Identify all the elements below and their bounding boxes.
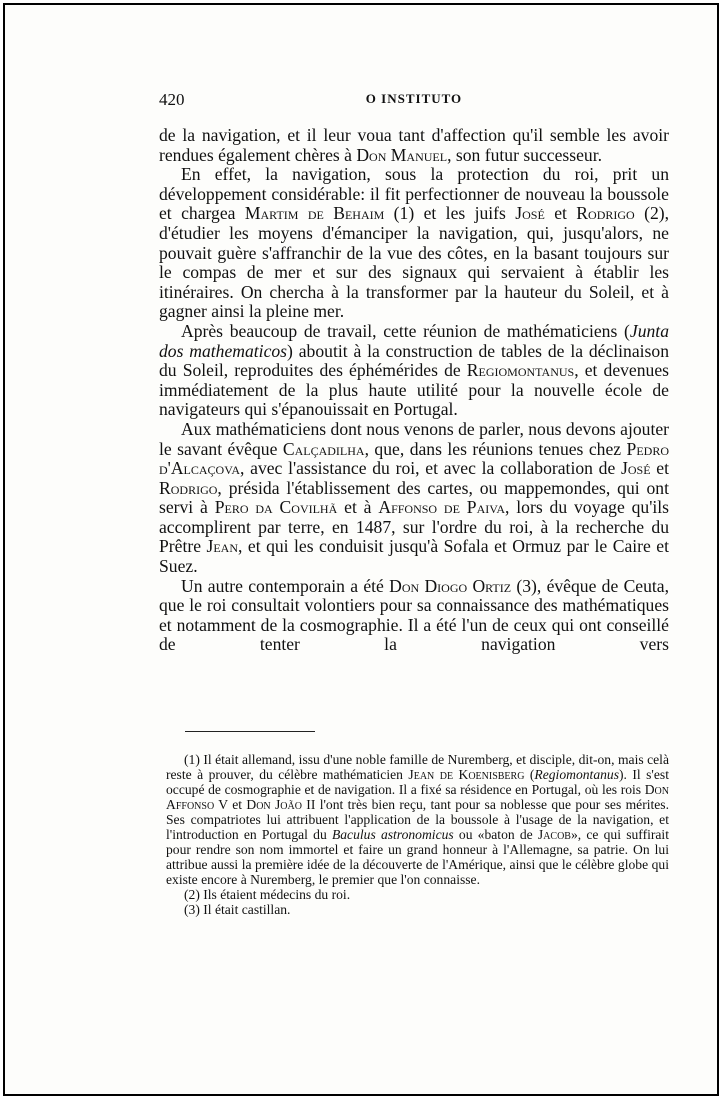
- person-name: Don Diogo Ortiz: [389, 575, 512, 596]
- text-run: (2), d'étudier les moyens d'émanciper la navigation, qui, jusqu'alors, ne pouvait guère s'affranchir de la vue des côtes, en la basant toujours sur le compas de mer et sur des signaux qui servaient à établir les itinéraires. On chercha à la transformer par la hauteur du Soleil, et à gagner ainsi la pleine mer.: [159, 203, 670, 322]
- footnote-1: [166, 752, 669, 887]
- text-run: et à: [337, 497, 379, 518]
- text-run: (1) Il était allemand, issu d'une noble famille de Nuremberg, et disciple, dit-on, mais celà reste à prouver, du célèbre mathématicien: [166, 752, 669, 782]
- person-name: Affonso de Paiva: [378, 497, 506, 518]
- text-run: Un autre contemporain a été: [181, 575, 390, 596]
- paragraph-5: [159, 577, 669, 655]
- person-name: José: [621, 458, 651, 479]
- person-name: Martim de Behaim: [244, 203, 385, 224]
- text-run: , présida l'établissement des cartes, ou mappemondes, qui ont servi à: [159, 477, 669, 518]
- paragraph-3: [159, 322, 669, 420]
- text-run: ). Il s'est occupé de cosmographie et de navigation. Il a fixé sa résidence en Portugal, où les rois: [166, 767, 669, 797]
- text-run: , son futur successeur.: [447, 144, 602, 165]
- person-name: Don Affonso: [166, 782, 669, 812]
- footnote-divider: [185, 731, 315, 732]
- text-run: II l'ont très bien reçu, tant pour sa noblesse que pour ses mérites. Ses compatriotes lui attribuent l'application de la boussole à l'usage de la navigation, et l'introduction en Portugal du: [166, 797, 669, 842]
- paragraph-2: [159, 165, 669, 322]
- person-name: Regiomontanus: [466, 360, 575, 381]
- text-run: et: [650, 458, 669, 479]
- running-head: [159, 90, 669, 114]
- person-name: Don Manuel: [356, 144, 448, 165]
- text-run: Après beaucoup de travail, cette réunion de mathématiciens (: [181, 320, 630, 341]
- text-run: , lors du voyage qu'ils accomplirent par terre, en 1487, sur l'ordre du roi, à la recherche du Prêtre: [159, 497, 670, 557]
- text-run: , et qui les conduisit jusqu'à Sofala et Ormuz par le Caire et Suez.: [159, 536, 669, 577]
- footnote-2: (2) Ils étaient médecins du roi.: [184, 887, 351, 902]
- person-name: Pero da Covilhã: [214, 497, 338, 518]
- text-run: de la navigation, et il leur voua tant d'affection qu'il semble les avoir rendues également chères à: [159, 125, 669, 165]
- person-name: Pedro d'Alcaçova: [159, 438, 669, 479]
- paragraph-1: [159, 126, 669, 165]
- text-run: , que, dans les réunions tenues chez: [364, 438, 627, 459]
- person-name: José: [515, 203, 545, 224]
- footnote-3: (3) Il était castillan.: [184, 902, 291, 917]
- page-number: 420: [159, 90, 185, 109]
- text-run: et: [544, 203, 577, 224]
- italic-term: Junta dos mathematicos: [159, 320, 669, 361]
- text-run: (1) et les juifs: [384, 203, 516, 224]
- text-run: (3), évêque de Ceuta, que le roi consultait volontiers pour sa connaissance des mathématiques et notamment de la cosmographie. Il a été l'un de ceux qui ont conseillé de tenter la navigation vers: [159, 575, 669, 655]
- person-name: Jean de Koenisberg: [408, 767, 525, 782]
- main-text: [159, 126, 669, 655]
- paragraph-4: [159, 420, 669, 577]
- person-name: Don João: [246, 797, 302, 812]
- text-run: (: [524, 767, 535, 782]
- text-run: En effet, la navigation, sous la protection du roi, prit un développement considérable: il fit perfectionner de nouveau la boussole et chargea: [159, 164, 669, 224]
- text-run: Aux mathématiciens dont nous venons de parler, nous devons ajouter le savant évêque: [159, 418, 669, 459]
- text-run: ou «baton de: [453, 827, 538, 842]
- person-name: Jean: [206, 536, 239, 557]
- text-run: , avec l'assistance du roi, et avec la collaboration de: [240, 458, 622, 479]
- person-name: Rodrigo: [576, 203, 635, 224]
- text-run: ) aboutit à la construction de tables de la déclinaison du Soleil, reproduites des éphémérides de: [159, 340, 669, 381]
- text-run: , et devenues immédiatement de la plus haute utilité pour la nouvelle école de navigateurs qui s'épanouissait en Portugal.: [159, 360, 669, 420]
- person-name: Jacob: [537, 827, 571, 842]
- text-run: », ce qui suffirait pour rendre son nom immortel et faire un grand honneur à l'Allemagne, sa patrie. On lui attribue aussi la première idée de la découverte de l'Amérique, ainsi que le célèbre globe qui existe encore à Nuremberg, le premier que l'on connaisse.: [166, 827, 669, 887]
- journal-title: O INSTITUTO: [365, 91, 463, 106]
- footnotes: [166, 752, 669, 917]
- text-run: V et: [214, 797, 247, 812]
- person-name: Rodrigo: [159, 477, 218, 498]
- italic-term: Regiomontanus: [534, 767, 619, 782]
- person-name: Calçadilha: [282, 438, 365, 459]
- italic-term: Baculus astronomicus: [331, 827, 454, 842]
